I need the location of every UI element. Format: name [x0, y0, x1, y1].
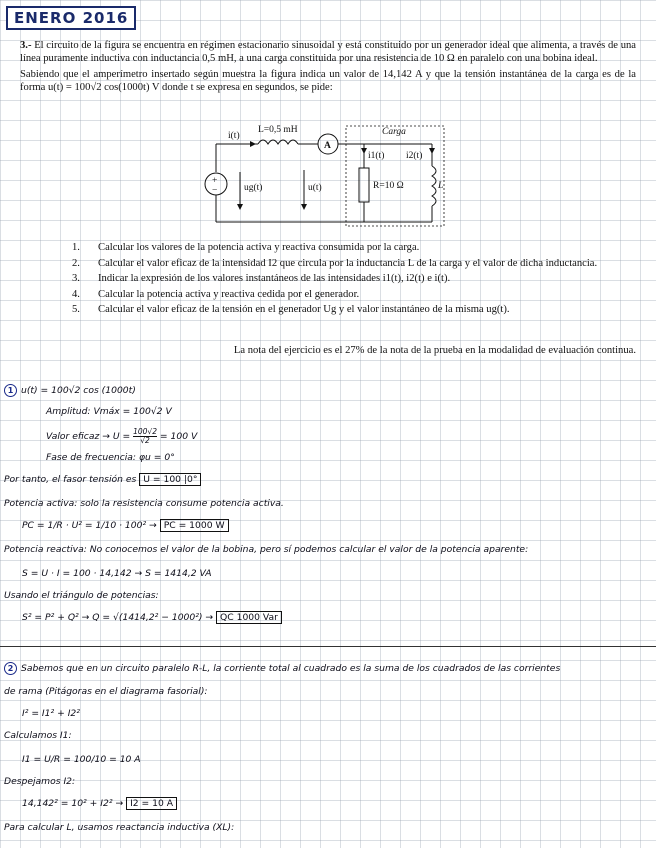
- task-item: [72, 273, 636, 286]
- task-text: Indicar la expresión de los valores instantáneos de las intensidades i1(t), i2(t) e i(t).: [98, 273, 451, 285]
- solution-2-pythagoras: I² = I1² + I2²: [22, 708, 80, 719]
- section-1-marker: 1: [4, 384, 17, 397]
- task-text: Calcular el valor eficaz de la intensidad I2 que circula por la inductancia L de la carga y el valor de dicha inductancia.: [98, 257, 598, 269]
- solution-1-reactive-power-calc: S² = P² + Q² → Q = √(1414,2² − 1000²) → QC 1000 Var: [22, 612, 282, 623]
- load-label: Carga: [382, 127, 406, 137]
- ammeter-symbol: A: [324, 141, 331, 151]
- solution-1-power-triangle: Usando el triángulo de potencias:: [4, 590, 159, 601]
- task-text: Calcular el valor eficaz de la tensión en el generador Ug y el valor instantáneo de la misma ug(t).: [98, 304, 510, 316]
- current-i2-label: i2(t): [406, 151, 423, 161]
- task-list: [72, 242, 636, 320]
- task-text: Calcular la potencia activa y reactiva cedida por el generador.: [98, 288, 360, 300]
- current-i1-label: i1(t): [368, 151, 385, 161]
- solution-1-active-power-heading: Potencia activa: solo la resistencia consume potencia activa.: [4, 498, 284, 509]
- solution-2-calc-i1-heading: Calculamos I1:: [4, 730, 72, 741]
- solution-2-solve-i2: 14,142² = 10² + I2² → I2 = 10 A: [22, 798, 177, 809]
- task-number: 1.: [72, 242, 80, 253]
- task-number: 4.: [72, 288, 80, 300]
- task-item: [72, 258, 636, 271]
- solution-1-active-power-calc: PC = 1/R · U² = 1/10 · 100² → PC = 1000 W: [22, 520, 229, 531]
- active-power-result: PC = 1000 W: [160, 519, 229, 532]
- voltage-phasor-result: U = 100 |0°: [139, 473, 201, 486]
- solution-2-inductance-heading: Para calcular L, usamos reactancia inductiva (XL):: [4, 822, 235, 833]
- section-2-marker: 2: [4, 662, 17, 675]
- solution-2-calc-i1: I1 = U/R = 100/10 = 10 A: [22, 754, 141, 765]
- grading-note: La nota del ejercicio es el 27% de la nota de la prueba en la modalidad de evaluación continua.: [233, 345, 636, 356]
- current-i-label: i(t): [228, 131, 240, 141]
- exam-date-title: ENERO 2016: [6, 6, 136, 30]
- task-item: [72, 304, 636, 317]
- current-i2-result: I2 = 10 A: [126, 797, 177, 810]
- solution-1-amplitude: Amplitud: Vmáx = 100√2 V: [46, 406, 172, 417]
- problem-statement: [20, 40, 636, 98]
- load-voltage-label: u(t): [308, 183, 322, 193]
- solution-1-rms-value: Valor eficaz → U = $\frac{100√2}{√2}$ = 100 V: [46, 427, 198, 445]
- solution-1-phase: Fase de frecuencia: φu = 0°: [46, 452, 175, 463]
- solution-1-phasor: Por tanto, el fasor tensión es U = 100 |0°: [4, 474, 201, 485]
- solution-2-line-2: de rama (Pitágoras en el diagrama fasorial):: [4, 686, 208, 697]
- solution-1-apparent-power: S = U · I = 100 · 14,142 → S = 1414,2 VA: [22, 568, 212, 579]
- generator-voltage-label: ug(t): [244, 183, 263, 193]
- reactive-power-result: QC 1000 Var: [216, 611, 282, 624]
- solution-1-reactive-power-heading: Potencia reactiva: No conocemos el valor de la bobina, pero sí podemos calcular el valor de la potencia aparente:: [4, 544, 529, 555]
- section-divider: [0, 646, 656, 647]
- source-plus-sign: +: [212, 176, 218, 186]
- task-number: 2.: [72, 257, 80, 269]
- resistor-label: R=10 Ω: [373, 181, 404, 191]
- line-inductance-label: L=0,5 mH: [258, 125, 298, 135]
- solution-1-line-1: 1 u(t) = 100√2 cos (1000t): [4, 384, 136, 397]
- task-text: Calcular los valores de la potencia activa y reactiva consumida por la carga.: [98, 242, 420, 253]
- problem-paragraph-2: Sabiendo que el amperímetro insertado según muestra la figura indica un valor de 14,142 A y que la tensión instantánea de la carga es de la forma u(t) = 100√2 cos(1000t) V donde t se expresa en segundos, se pide:: [20, 69, 636, 93]
- source-minus-sign: −: [212, 186, 218, 196]
- task-item: [72, 242, 636, 255]
- problem-paragraph-1: 3.- El circuito de la figura se encuentra en régimen estacionario sinusoidal y está constituido por un generador ideal que alimenta, a través de una línea puramente inductiva con inductancia 0,5 mH, a una carga constituida por una resistencia de 10 Ω en paralelo con una bobina ideal.: [20, 40, 636, 64]
- task-number: 5.: [72, 304, 80, 316]
- task-item: [72, 289, 636, 302]
- circuit-diagram: [196, 122, 446, 230]
- task-number: 3.: [72, 273, 80, 285]
- inductor-label: L: [438, 181, 444, 191]
- solution-2-solve-i2-heading: Despejamos I2:: [4, 776, 76, 787]
- solution-2-line-1: 2 Sabemos que en un circuito paralelo R-L, la corriente total al cuadrado es la suma de los cuadrados de las corrientes: [4, 662, 560, 675]
